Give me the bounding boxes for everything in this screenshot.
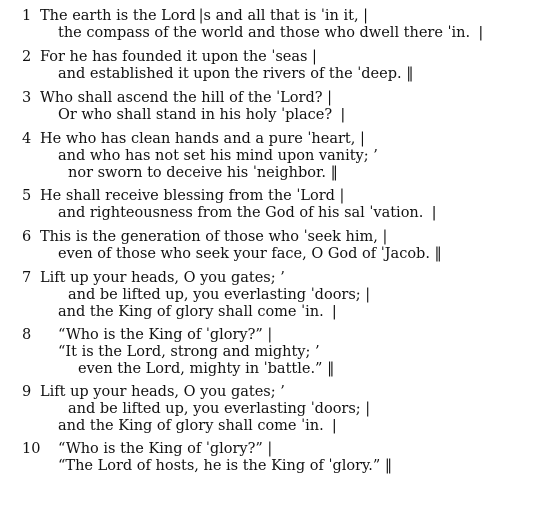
verse [0,49,540,83]
verse-line: and the King of glory shall come ˈin. ❘ [58,304,341,320]
verse-line: and established it upon the rivers of the ˈdeep. ‖ [58,66,414,82]
verse-number: 8 [22,327,32,343]
verse-number: 9 [22,384,32,400]
verse-line: “It is the Lord, strong and mighty; ’ [58,344,320,360]
verse-number: 7 [22,270,32,286]
verse [0,327,540,378]
verse-line: Lift up your heads, O you gates; ’ [40,384,285,400]
verse-number: 5 [22,188,32,204]
verse-number: 2 [22,49,32,65]
verse-line: even the Lord, mighty in ˈbattle.” ‖ [78,361,335,377]
verse-number: 3 [22,90,32,106]
verse-line: “Who is the King of ˈglory?” | [58,327,273,343]
verse-line: and be lifted up, you everlasting ˈdoors; | [68,287,371,303]
verse-line: The earth is the Lord |s and all that is ˈin it, | [40,8,369,24]
verse-line: “The Lord of hosts, he is the King of ˈglory.” ‖ [58,458,393,474]
verse-number: 10 [22,441,41,457]
verse [0,188,540,222]
verse-line: and who has not set his mind upon vanity; ’ [58,148,378,164]
verse-number: 4 [22,131,32,147]
verse-line: For he has founded it upon the ˈseas | [40,49,317,65]
verse-line: This is the generation of those who ˈseek him, | [40,229,388,245]
verse [0,384,540,435]
verse-line: Lift up your heads, O you gates; ’ [40,270,285,286]
verse-line: and righteousness from the God of his sal ˈvation. ❘ [58,205,441,221]
verse-line: even of those who seek your face, O God of ˈJacob. ‖ [58,246,442,262]
verse-number: 6 [22,229,32,245]
verse [0,229,540,263]
verse-line: Who shall ascend the hill of the ˈLord? | [40,90,333,106]
verse [0,131,540,182]
verse [0,90,540,124]
verse-line: the compass of the world and those who dwell there ˈin. ❘ [58,25,487,41]
verse-line: and be lifted up, you everlasting ˈdoors; | [68,401,371,417]
verse-line: and the King of glory shall come ˈin. ❘ [58,418,341,434]
verse-line: “Who is the King of ˈglory?” | [58,441,273,457]
verse [0,270,540,321]
verse-number: 1 [22,8,32,24]
verse-line: He who has clean hands and a pure ˈheart, | [40,131,365,147]
verse-line: Or who shall stand in his holy ˈplace? ❘ [58,107,349,123]
verse-line: nor sworn to deceive his ˈneighbor. ‖ [68,165,338,181]
verse-line: He shall receive blessing from the ˈLord | [40,188,345,204]
verse [0,441,540,475]
verse [0,8,540,42]
